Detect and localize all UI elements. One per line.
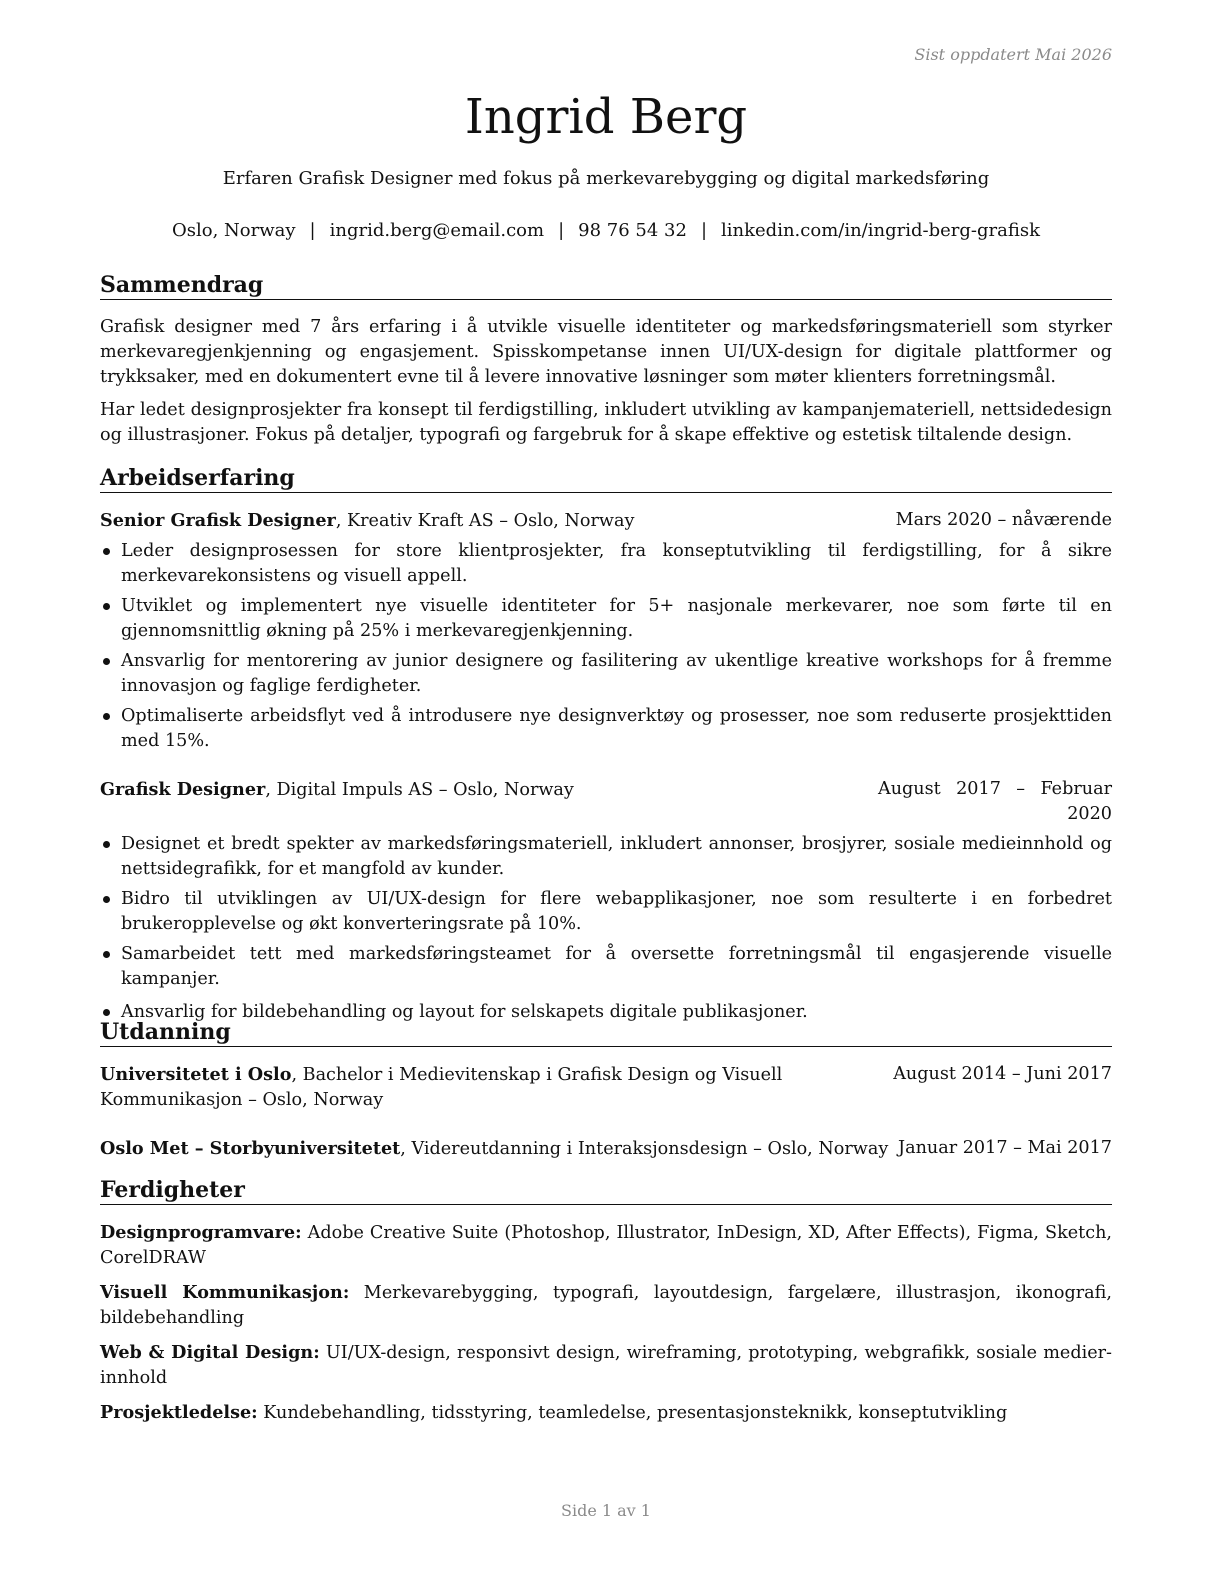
job-bullets bbox=[100, 539, 1112, 754]
skills-section bbox=[100, 1176, 1112, 1426]
bullet-text: Ansvarlig for bildebehandling og layout for selskapets digitale publikasjoner. bbox=[121, 1002, 808, 1022]
job-header bbox=[100, 777, 1112, 827]
education-section bbox=[100, 1018, 1112, 1162]
education-entry bbox=[100, 1136, 1112, 1162]
skill-row bbox=[100, 1340, 1112, 1391]
summary-section bbox=[100, 271, 1112, 448]
list-item bbox=[100, 539, 1112, 589]
section-title: Arbeidserfaring bbox=[100, 464, 1112, 493]
skill-label: Designprogramvare: bbox=[100, 1222, 302, 1243]
summary-paragraph: Har ledet designprosjekter fra konsept til ferdigstilling, inkludert utvikling av kampanjemateriell, nettsidedesign og illustrasjoner. Fokus på detaljer, typografi og fargebruk for å skape effektive og estetisk tiltalende design. bbox=[100, 400, 1112, 445]
job-role: Senior Grafisk Designer bbox=[100, 510, 336, 531]
skill-text: Merkevarebygging, typografi, layoutdesign, fargelære, illustrasjon, ikonografi, bildebehandling bbox=[100, 1283, 1113, 1328]
job-header bbox=[100, 508, 1112, 534]
job-title-line bbox=[100, 777, 574, 803]
contact-location: Oslo, Norway bbox=[172, 220, 296, 241]
contact-line bbox=[100, 218, 1112, 244]
list-item bbox=[100, 704, 1112, 754]
page-number: Side 1 av 1 bbox=[561, 1501, 651, 1520]
section-title: Ferdigheter bbox=[100, 1176, 1112, 1205]
bullet-icon bbox=[103, 951, 110, 958]
job-title-line bbox=[100, 508, 634, 534]
bullet-icon bbox=[103, 1009, 110, 1016]
section-title: Utdanning bbox=[100, 1018, 1112, 1047]
list-item bbox=[100, 942, 1112, 992]
bullet-text: Bidro til utviklingen av UI/UX-design for flere webapplikasjoner, noe som resulterte i en forbedret brukeropplevelse og økt konverteringsrate på 10%. bbox=[121, 889, 1112, 934]
last-updated: Sist oppdatert Mai 2026 bbox=[914, 45, 1112, 64]
skill-label: Visuell Kommunikasjon: bbox=[100, 1282, 350, 1303]
experience-section bbox=[100, 464, 1112, 1025]
section-title: Sammendrag bbox=[100, 271, 1112, 300]
skill-label: Web & Digital Design: bbox=[100, 1342, 320, 1363]
education-title-line bbox=[100, 1062, 875, 1113]
bullet-icon bbox=[103, 548, 110, 555]
contact-email[interactable]: ingrid.berg@email.com bbox=[329, 220, 545, 241]
bullet-icon bbox=[103, 713, 110, 720]
tagline: Erfaren Grafisk Designer med fokus på merkevarebygging og digital markedsføring bbox=[222, 168, 990, 189]
bullet-icon bbox=[103, 658, 110, 665]
education-dates: Januar 2017 – Mai 2017 bbox=[898, 1138, 1112, 1158]
job-dates: Mars 2020 – nåværende bbox=[895, 510, 1112, 530]
education-dates: August 2014 – Juni 2017 bbox=[893, 1064, 1112, 1084]
education-entry bbox=[100, 1062, 1112, 1113]
bullet-icon bbox=[103, 841, 110, 848]
education-title-line bbox=[100, 1136, 888, 1162]
job-dates: August 2017 – Februar 2020 bbox=[878, 779, 1112, 824]
summary-paragraph: Grafisk designer med 7 års erfaring i å utvikle visuelle identiteter og markedsføringsmateriell som styrker merkevaregjenkjenning og engasjement. Spisskompetanse innen UI/UX-design for digitale plattformer og trykksaker, med en dokumentert evne til å levere innovative løsninger som møter klienters forretningsmål. bbox=[100, 317, 1112, 387]
skill-text: Kundebehandling, tidsstyring, teamledelse, presentasjonsteknikk, konseptutvikling bbox=[257, 1403, 1008, 1423]
job-bullets bbox=[100, 832, 1112, 1025]
job-role: Grafisk Designer bbox=[100, 779, 266, 800]
contact-separator: | bbox=[558, 220, 565, 241]
resume-page bbox=[100, 0, 1112, 1584]
bullet-text: Ansvarlig for mentorering av junior designere og fasilitering av ukentlige kreative workshops for å fremme innovasjon og faglige ferdigheter. bbox=[121, 651, 1112, 696]
skill-text: Adobe Creative Suite (Photoshop, Illustrator, InDesign, XD, After Effects), Figma, Sketch, CorelDRAW bbox=[100, 1223, 1112, 1268]
list-item bbox=[100, 832, 1112, 882]
skill-text: UI/UX-design, responsivt design, wireframing, prototyping, webgrafikk, sosiale medier-innhold bbox=[100, 1343, 1113, 1388]
list-item bbox=[100, 887, 1112, 937]
list-item bbox=[100, 594, 1112, 644]
bullet-text: Designet et bredt spekter av markedsføringsmateriell, inkludert annonser, brosjyrer, sosiale medieinnhold og nettsidegrafikk, for et mangfold av kunder. bbox=[121, 834, 1112, 879]
job-company: , Digital Impuls AS – Oslo, Norway bbox=[265, 780, 574, 800]
contact-separator: | bbox=[700, 220, 708, 241]
skill-row bbox=[100, 1400, 1112, 1426]
bullet-icon bbox=[103, 896, 110, 903]
education-school: Oslo Met – Storbyuniversitetet bbox=[100, 1138, 401, 1159]
education-detail: , Videreutdanning i Interaksjonsdesign – Oslo, Norway bbox=[400, 1139, 889, 1159]
skill-label: Prosjektledelse: bbox=[100, 1402, 258, 1423]
education-detail: , Bachelor i Medievitenskap i Grafisk Design og Visuell Kommunikasjon – Oslo, Norway bbox=[100, 1065, 783, 1110]
skill-row bbox=[100, 1220, 1112, 1271]
contact-phone: 98 76 54 32 bbox=[578, 220, 687, 241]
bullet-text: Samarbeidet tett med markedsføringsteamet for å oversette forretningsmål til engasjerende visuelle kampanjer. bbox=[121, 944, 1112, 989]
job-company: , Kreativ Kraft AS – Oslo, Norway bbox=[335, 511, 635, 531]
skill-row bbox=[100, 1280, 1112, 1331]
bullet-text: Leder designprosessen for store klientprosjekter, fra konseptutvikling til ferdigstilling, for å sikre merkevarekonsistens og visuell appell. bbox=[121, 541, 1112, 586]
contact-linkedin[interactable]: linkedin.com/in/ingrid-berg-grafisk bbox=[721, 220, 1040, 241]
bullet-text: Optimaliserte arbeidsflyt ved å introdusere nye designverktøy og prosesser, noe som reduserte prosjekttiden med 15%. bbox=[121, 706, 1112, 751]
education-school: Universitetet i Oslo bbox=[100, 1064, 292, 1085]
bullet-text: Utviklet og implementert nye visuelle identiteter for 5+ nasjonale merkevarer, noe som førte til en gjennomsnittlig økning på 25% i merkevaregjenkjenning. bbox=[121, 596, 1112, 641]
contact-separator: | bbox=[309, 220, 316, 241]
bullet-icon bbox=[103, 603, 110, 610]
candidate-name: Ingrid Berg bbox=[464, 89, 748, 145]
list-item bbox=[100, 649, 1112, 699]
